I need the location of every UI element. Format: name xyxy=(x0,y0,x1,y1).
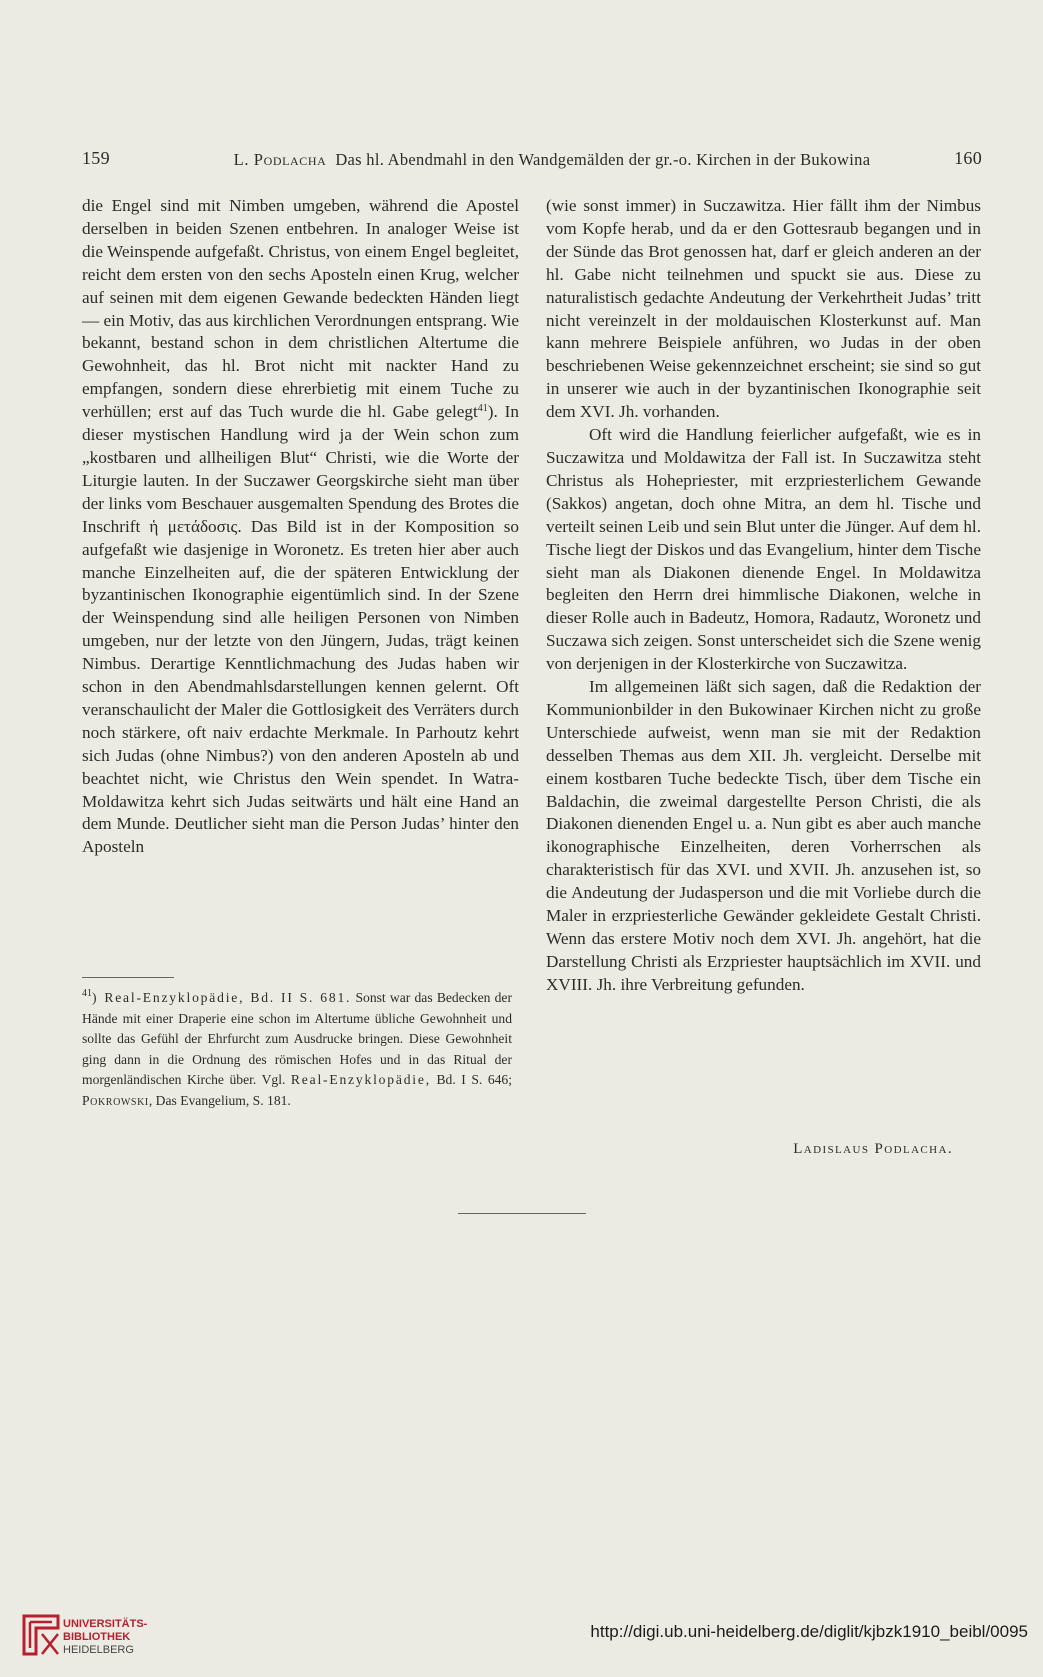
footnote-ref-evangelium: , Das Evangelium, S. 181. xyxy=(148,1092,291,1108)
end-rule xyxy=(458,1213,586,1214)
right-column xyxy=(546,195,981,997)
library-line-3: HEIDELBERG xyxy=(63,1644,134,1656)
right-paragraph-1: (wie sonst immer) in Suczawitza. Hier fällt ihm der Nimbus vom Kopfe herab, und da er den Gottesraub begangen und in der Sünde das Brot genossen hat, darf er gleich anderen an der hl. Gabe nicht teilnehmen und spuckt sie aus. Diese zu naturalistisch gedachte Andeutung der Verkehrtheit Judas’ tritt nicht vereinzelt in der moldauischen Klosterkunst auf. Man kann mehrere Beispiele anführen, wo Judas in der oben beschriebenen Weise gekennzeichnet erscheint; sie sind so gut in unserer wie auch in der byzantinischen Ikonographie seit dem XVI. Jh. vorhanden. xyxy=(546,196,981,422)
running-title xyxy=(182,150,922,170)
left-column xyxy=(82,195,519,859)
university-library-logo-icon xyxy=(20,1612,62,1658)
running-header xyxy=(82,148,982,172)
running-title-text: Das hl. Abendmahl in den Wandgemälden der gr.-o. Kirchen in der Bukowina xyxy=(335,150,871,169)
running-author: L. Podlacha xyxy=(233,150,327,169)
page-number-right: 160 xyxy=(954,148,982,168)
footnote-lead: ) Real-Enzyklopädie, Bd. II S. 681. xyxy=(92,990,352,1005)
footnote-divider xyxy=(82,977,174,978)
footnote-body: Sonst war das Bedecken der Hände mit einer Draperie eine schon im Altertume übliche Gewohnheit und sollte das Gefühl der Ehrfurcht zum Ausdrucke bringen. Diese Gewohnheit ging dann in die Ordnung des römischen Hofes und in das Ritual der morgenländischen Kirche über. Vgl. xyxy=(82,990,512,1088)
library-line-1: UNIVERSITÄTS- xyxy=(63,1618,148,1630)
right-paragraph-2: Oft wird die Handlung feierlicher aufgefaßt, wie es in Suczawitza und Moldawitza der Fall ist. In Suczawitza steht Christus als Hohepriester, mit erzpriesterlichem Gewande (Sakkos) angetan, doch ohne Mitra, an dem hl. Tische und verteilt seinen Leib und sein Blut unter die Jünger. Auf dem hl. Tische liegt der Diskos und das Evangelium, hinter dem Tische sieht man als Diakonen dienende Engel. In Moldawitza begleiten den Herrn drei himmlische Diakonen, welche in dieser Rolle auch in Badeutz, Homora, Radautz, Woronetz und Suczawa sich zeigen. Sonst unterscheidet sich die Szene wenig von derjenigen in der Klosterkirche von Suczawitza. xyxy=(546,425,981,674)
left-paragraph xyxy=(82,195,519,859)
right-paragraph-3: Im allgemeinen läßt sich sagen, daß die Redaktion der Kommunionbilder in den Bukowinaer Kirchen nicht zu große Unterschiede aufweist, wenn man sie mit der Redaktion desselben Themas aus dem XII. Jh. vergleicht. Derselbe mit einem kostbaren Tuche bedeckte Tisch, über dem Tische ein Baldachin, die zweimal dargestellte Person Christi, die als Diakonen dienenden Engel u. a. Nun gibt es aber auch manche ikonographische Einzelheiten, deren Vorherrschen als charakteristisch für das XVI. und XVII. Jh. anzusehen ist, so die Andeutung der Judasperson und die mit Vorliebe durch die Maler in erzpriesterliche Gewänder gekleidete Gestalt Christi. Wenn das erstere Motiv noch dem XVI. Jh. angehört, hat die Darstellung Christi als Erzpriester hauptsächlich im XVII. und XVIII. Jh. ihre Verbreitung gefunden. xyxy=(546,677,981,994)
footnote-author: Pokrowski xyxy=(82,1092,149,1108)
left-paragraph-part-1: die Engel sind mit Nimben umgeben, während die Apostel derselben in beiden Szenen entbehren. In analoger Weise ist die Weinspende aufgefaßt. Christus, von einem Engel begleitet, reicht dem ersten von den sechs Aposteln einen Krug, welcher auf seinen mit dem eigenen Gewande bedeckten Händen liegt — ein Motiv, das aus kirchlichen Verordnungen entsprang. Wie bekannt, bestand schon in dem christlichen Altertume die Gewohnheit, das hl. Brot nicht mit nackter Hand zu empfangen, sondern diese ehrerbietig mit einem Tuche zu verhüllen; erst auf das Tuch wurde die hl. Gabe gelegt xyxy=(82,196,519,422)
footnote-ref-encyclopedia: Real-Enzyklopädie, xyxy=(290,1072,431,1088)
footnote-number: 41 xyxy=(82,988,92,999)
footnote xyxy=(82,988,512,1112)
library-line-2: BIBLIOTHEK xyxy=(63,1631,131,1643)
author-signature: Ladislaus Podlacha. xyxy=(793,1141,953,1157)
footnote-reference[interactable]: 41 xyxy=(477,403,488,415)
page-number-left: 159 xyxy=(82,148,110,168)
library-name xyxy=(63,1618,147,1657)
source-url-link[interactable]: http://digi.ub.uni-heidelberg.de/diglit/kjbzk1910_beibl/0095 xyxy=(590,1622,1028,1641)
left-paragraph-part-2: ). In dieser mystischen Handlung wird ja der Wein schon zum „kostbaren und allheiligen Blut“ Christi, wie die Worte der Liturgie lauten. In der Suczawer Georgskirche sieht man über der links vom Beschauer ausgemalten Spendung des Brotes die Inschrift ἡ μετάδοσις. Das Bild ist in der Komposition so aufgefaßt wie dasjenige in Woronetz. Es treten hier aber auch manche Einzelheiten auf, die der späteren Entwicklung der byzantinischen Ikonographie eigentümlich sind. In der Szene der Weinspendung sind alle heiligen Personen von Nimben umgeben, nur der letzte von den Jüngern, Judas, trägt keinen Nimbus. Derartige Kenntlichmachung des Judas haben wir schon in den Abendmahlsdarstellungen kennen gelernt. Oft veranschaulicht der Maler die Gottlosigkeit des Verräters durch noch stärkere, oft naiv erdachte Merkmale. In Parhoutz kehrt sich Judas (ohne Nimbus?) von den anderen Aposteln ab und beachtet nicht, wie Christus den Wein spendet. In Watra-Moldawitza kehrt sich Judas seitwärts und hält eine Hand an dem Munde. Deutlicher sieht man die Person Judas’ hinter den Aposteln xyxy=(82,402,519,857)
footnote-ref-volume: Bd. I S. 646; xyxy=(436,1072,512,1088)
